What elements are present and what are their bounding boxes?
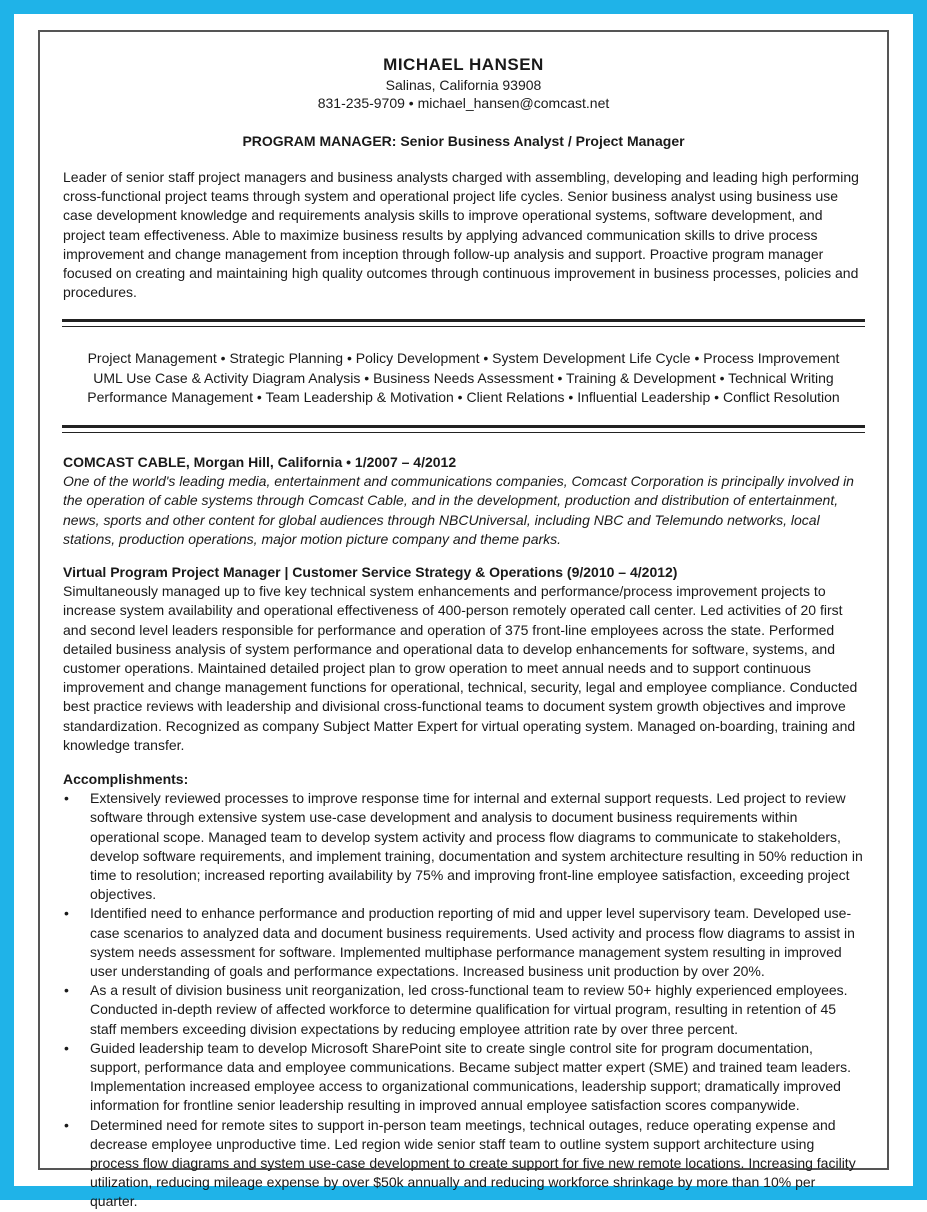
accomplishment-text: As a result of division business unit reorganization, led cross-functional team to review 50+ highly experienced employees. Conducted in-depth review of affected workforce to determine qualification for virtual program, resulting in retention of 45 staff members exceeding division expectations by reducing employee attrition rate by over three percent. <box>90 982 848 1037</box>
summary-paragraph: Leader of senior staff project managers and business analysts charged with assembling, developing and leading high performing cross-functional project teams through system and operational project life cycles. Senior business analyst using business use case development knowledge and requirements analysis skills to improve operational systems, software development, and project team effectiveness. Able to maximize business results by applying advanced communication skills to drive process improvement and change management from inception through follow-up analysis and support. Proactive program manager focused on creating and maintaining high quality outcomes through continuous improvement in business processes, policies and procedures. <box>63 169 859 301</box>
accomplishment-text: Determined need for remote sites to support in-person team meetings, technical outages, reduce operating expense and decrease employee unproductive time. Led region wide senior staff team to outline system support architecture using process flow diagrams and system use-case development to create support for five new remote locations. Increasing facility utilization, reducing mileage expense by over $50k annually and reducing workforce shrinkage by more than 10% per quarter. <box>90 1116 856 1210</box>
role-title: Virtual Program Project Manager | Customer Service Strategy & Operations (9/2010 – 4/2012) <box>63 563 678 580</box>
bullet-icon: • <box>64 790 69 807</box>
list-item <box>63 789 864 904</box>
candidate-location: Salinas, California 93908 <box>385 77 542 93</box>
accomplishments-heading: Accomplishments: <box>63 770 189 787</box>
resume-page <box>38 30 889 1210</box>
bullet-icon: • <box>64 1039 69 1056</box>
accomplishment-text: Extensively reviewed processes to improve response time for internal and external support requests. Led project to review software through extensive system use-case development and analysis to document business requirements within operational scope. Managed team to develop system activity and process flow diagrams to communicate to stakeholders, develop software requirements, and implement training, documentation and system architecture resulting in 50% reduction in time to resolution; increased reporting availability by 75% and improving front-line employee satisfaction, exceeding project objectives. <box>90 790 863 903</box>
resume-header <box>40 32 887 150</box>
skills-block <box>40 349 887 408</box>
role-description: Simultaneously managed up to five key technical system enhancements and performance/process improvement projects to increase system availability and operational effectiveness of 400-person remotely operated call center. Led activities of 20 first and second level leaders responsible for performance and operation of 375 front-line employees across the state. Performed detailed business analysis of system performance and operational data to develop enhancements for software, systems, and customer operations. Maintained detailed project plan to grow operation to meet annual needs and to support continuous improvement and change management functions for operational, technical, security, legal and employee compliance. Conducted best practice reviews with leadership and divisional cross-functional teams to document system growth objectives and improve standardization. Recognized as company Subject Matter Expert for virtual operating system. Managed on-boarding, training and knowledge transfer. <box>63 583 858 753</box>
skills-line: UML Use Case & Activity Diagram Analysis • Business Needs Assessment • Training & Development • Technical Writing <box>93 369 834 386</box>
candidate-contact: 831-235-9709 • michael_hansen@comcast.net <box>317 95 610 111</box>
skills-line: Performance Management • Team Leadership & Motivation • Client Relations • Influential Leadership • Conflict Resolution <box>87 389 840 406</box>
section-divider <box>62 319 865 327</box>
bullet-icon: • <box>64 982 69 999</box>
resume-headline: PROGRAM MANAGER: Senior Business Analyst / Project Manager <box>242 133 685 149</box>
experience-section <box>63 453 864 1212</box>
list-item <box>63 1116 864 1212</box>
bullet-icon: • <box>64 1116 69 1133</box>
accomplishment-text: Identified need to enhance performance and production reporting of mid and upper level supervisory team. Developed use-case scenarios to analyzed data and document business requirements. Used activity and process flow diagrams to assist in system needs assessment for software. Implemented multiphase performance management system resulting in improved user understanding of goals and performance expectations. Increased business unit production by over 20%. <box>90 905 855 979</box>
accomplishment-text: Guided leadership team to develop Microsoft SharePoint site to create single control site for program documentation, support, performance data and employee communications. Became subject matter expert (SME) and trained team leaders. Implementation increased employee access to organizational communications, leadership support; dramatically improved information for frontline senior leadership resulting in improved annual employee satisfaction scores companywide. <box>90 1039 852 1114</box>
company-description: One of the world's leading media, entertainment and communications companies, Comcast Corporation is principally involved in the operation of cable systems through Comcast Cable, and in the development, production and distribution of entertainment, news, sports and other content for global audiences through NBCUniversal, including NBC and Telemundo networks, local stations, production operations, major motion picture company and theme parks. <box>63 473 854 547</box>
accomplishments-list <box>63 789 864 1211</box>
list-item <box>63 904 864 981</box>
company-heading: COMCAST CABLE, Morgan Hill, California • 1/2007 – 4/2012 <box>63 453 457 470</box>
section-divider <box>62 425 865 433</box>
list-item <box>63 981 864 1039</box>
skills-line: Project Management • Strategic Planning • Policy Development • System Development Life Cycle • Process Improvement <box>87 350 840 367</box>
bullet-icon: • <box>64 905 69 922</box>
candidate-name: MICHAEL HANSEN <box>383 55 544 74</box>
list-item <box>63 1039 864 1116</box>
